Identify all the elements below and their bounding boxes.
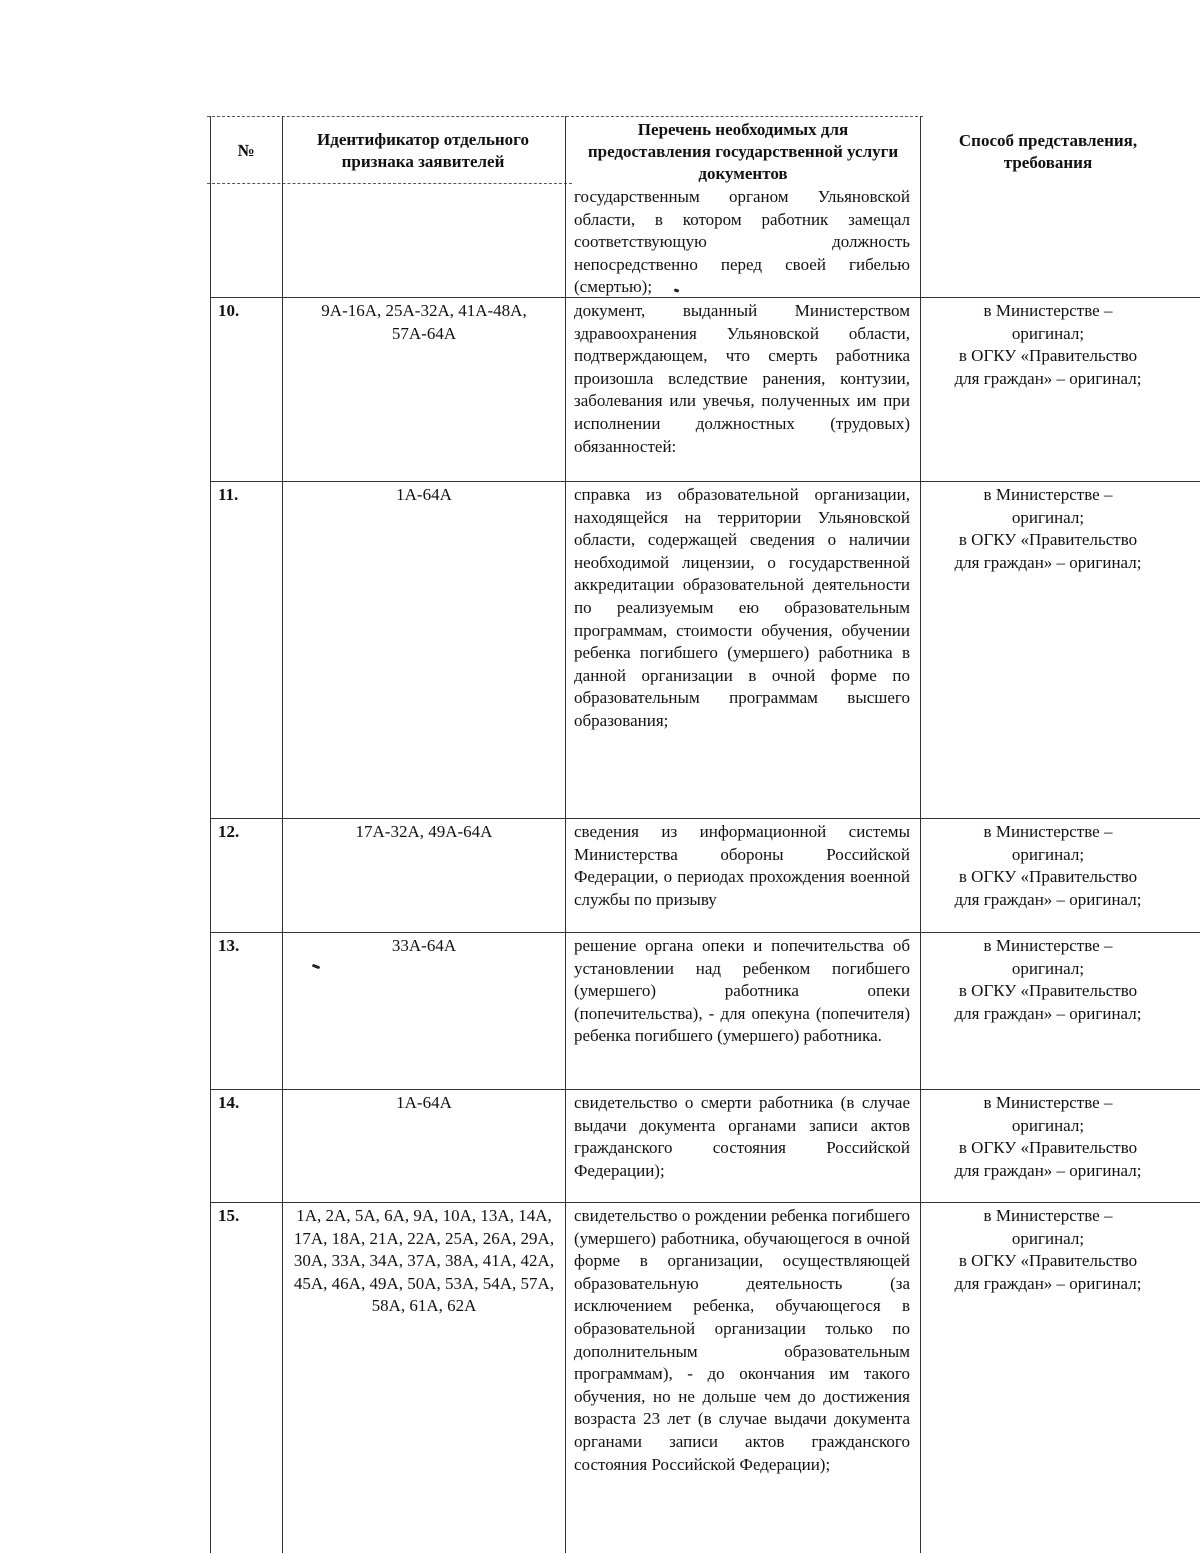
row-13-identifier: 33А-64А [391,936,457,955]
row-14-document: свидетельство о смерти работника (в случае выдачи документа органами записи актов гражданского состояния Российской Федерации); [574,1093,910,1180]
header-method: Способ представления, требования [958,131,1138,172]
header-num: № [237,141,255,160]
method-line: оригинал; [1011,1115,1085,1135]
method-line: для граждан» – оригинал; [954,368,1142,388]
row-15-number: 15. [218,1206,240,1225]
row-13-number: 13. [218,936,240,955]
row-12-document: сведения из информационной системы Министерства обороны Российской Федерации, о периодах прохождения военной службы по призыву [574,822,910,909]
row-11-identifier: 1А-64А [396,485,452,504]
row-15-method [928,1205,1168,1295]
method-line: в Министерстве – [983,485,1113,504]
method-line: в ОГКУ «Правительство [958,530,1138,549]
method-line: в ОГКУ «Правительство [958,346,1138,365]
method-line: в ОГКУ «Правительство [958,867,1138,886]
row-10-number: 10. [218,301,240,320]
row-10-document: документ, выданный Министерством здравоохранения Ульяновской области, подтверждающем, что смерть работника произошла вследствие ранения, контузии, заболевания или увечья, полученных им при исполнении должностных (трудовых) обязанностей: [574,301,910,456]
method-line: для граждан» – оригинал; [954,1273,1142,1293]
row-10-method [928,300,1168,390]
row-11-method [928,484,1168,574]
col-docs-border [920,116,921,1553]
row-12-top-border [210,818,1200,819]
continuation-document-text: государственным органом Ульяновской области, в котором работник замещал соответствующую должность непосредственно перед своей гибелью (смертью); [574,187,910,297]
row-15-document: свидетельство о рождении ребенка погибшего (умершего) работника, обучающегося в очной форме в организации, осуществляющей образовательную деятельность (за исключением ребенка, обучающегося в образовательной организации только по дополнительным образовательным программам), - до окончания им такого обучения, но не дольше чем до достижения возраста 23 лет (в случае выдачи документа органами записи актов гражданского состояния Российской Федерации); [574,1206,910,1474]
method-line: в Министерстве – [983,301,1113,320]
scan-speck [312,964,321,970]
method-line: для граждан» – оригинал; [954,552,1142,572]
method-line: оригинал; [1011,844,1085,864]
method-line: для граждан» – оригинал; [954,889,1142,909]
col-num-border [282,116,283,1553]
method-line: оригинал; [1011,323,1085,343]
row-12-method [928,821,1168,911]
row-13-document: решение органа опеки и попечительства об установлении над ребенком погибшего (умершего) работника опеки (попечительства), - для опекуна (попечителя) ребенка погибшего (умершего) работника. [574,936,910,1046]
row-11-top-border [210,481,1200,482]
method-line: оригинал; [1011,1228,1085,1248]
col-left-border [210,116,211,1553]
row-13-method [928,935,1168,1025]
method-line: в ОГКУ «Правительство [958,1251,1138,1270]
method-line: оригинал; [1011,958,1085,978]
row-11-number: 11. [218,485,239,504]
method-line: в Министерстве – [983,936,1113,955]
row-10-identifier: 9А-16А, 25А-32А, 41А-48А, 57А-64А [321,301,527,343]
header-identifier: Идентификатор отдельного признака заявителей [317,130,529,171]
row-12-number: 12. [218,822,240,841]
method-line: в Министерстве – [983,1093,1113,1112]
row-13-top-border [210,932,1200,933]
row-14-number: 14. [218,1093,240,1112]
row-15-top-border [210,1202,1200,1203]
method-line: в Министерстве – [983,822,1113,841]
col-ident-border [565,116,566,1553]
header-documents: Перечень необходимых для предоставления государственной услуги документов [587,120,899,183]
method-line: в ОГКУ «Правительство [958,981,1138,1000]
row-15-identifier: 1А, 2А, 5А, 6А, 9А, 10А, 13А, 14А, 17А, 18А, 21А, 22А, 25А, 26А, 29А, 30А, 33А, 34А, 37А, 38А, 41А, 42А, 45А, 46А, 49А, 50А, 53А, 54А, 57А, 58А, 61А, 62А [293,1206,555,1315]
row-14-method [928,1092,1168,1182]
method-line: для граждан» – оригинал; [954,1003,1142,1023]
row-11-document: справка из образовательной организации, находящейся на территории Ульяновской области, содержащей сведения о наличии необходимой лицензии, о государственной аккредитации образовательной деятельности по реализуемым ею образовательным программам, стоимости обучения, обучении ребенка погибшего (умершего) работника в данной организации в очной форме по образовательным программам высшего образования; [574,485,910,730]
method-line: оригинал; [1011,507,1085,527]
method-line: в ОГКУ «Правительство [958,1138,1138,1157]
method-line: в Министерстве – [983,1206,1113,1225]
method-line: для граждан» – оригинал; [954,1160,1142,1180]
row-14-identifier: 1А-64А [396,1093,452,1112]
header-bottom-border [207,183,572,184]
row-12-identifier: 17А-32А, 49А-64А [355,822,493,841]
row-14-top-border [210,1089,1200,1090]
